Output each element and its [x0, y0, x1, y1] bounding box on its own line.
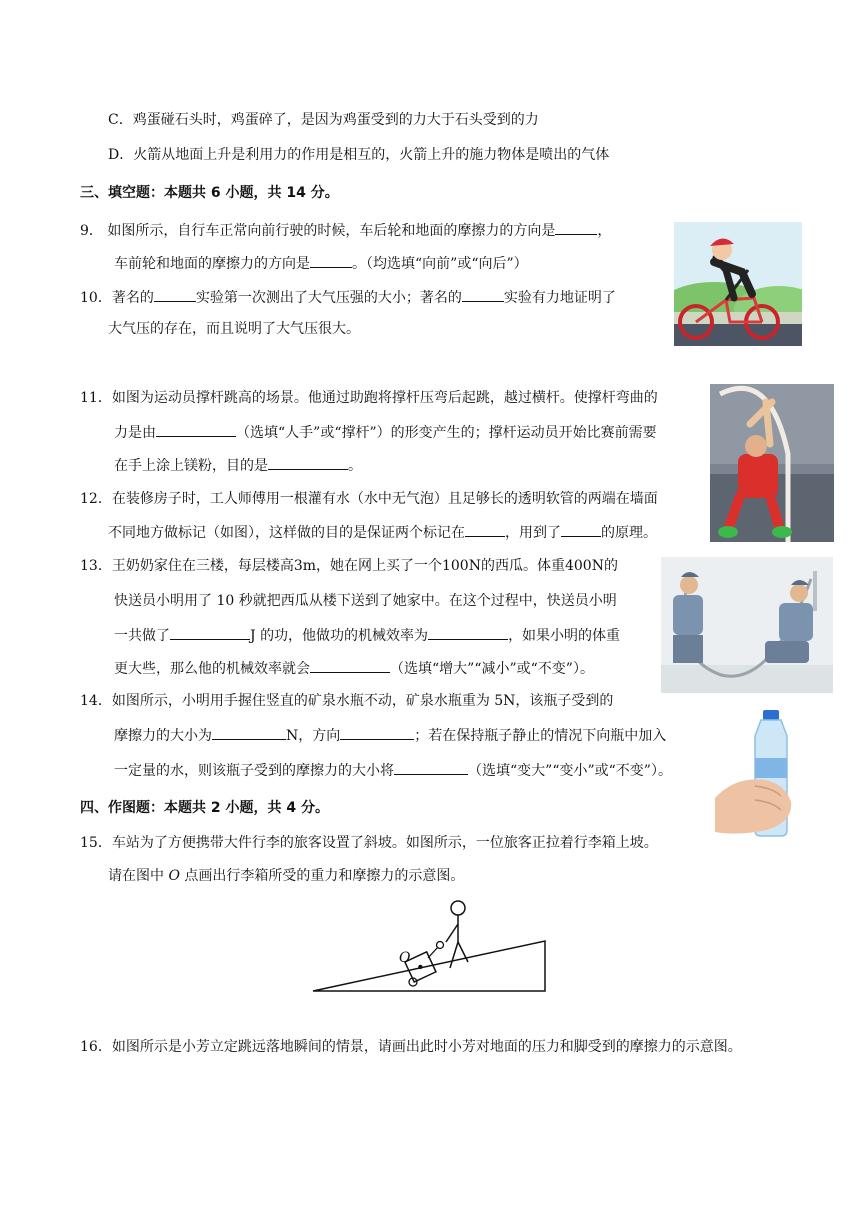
- q15-text-a: 请在图中: [108, 868, 169, 884]
- q14-text-e: （选填“变大”“变小”或“不变”）。: [468, 763, 672, 779]
- q13-blank-1[interactable]: [170, 624, 250, 640]
- q9-text-a: 9． 如图所示，自行车正常向前行驶的时候，车后轮和地面的摩擦力的方向是: [80, 223, 556, 239]
- q12-blank-1[interactable]: [465, 521, 505, 537]
- incline-plane: [313, 941, 545, 991]
- question-12-line-1: 12．在装修房子时，工人师傅用一根灌有水（水中无气泡）且足够长的透明软管的两端在墙面: [80, 491, 658, 507]
- q11-blank-1[interactable]: [156, 421, 236, 437]
- question-14-line-3: [114, 759, 672, 781]
- q13-text-c: ，如果小明的体重: [508, 628, 621, 644]
- q12-text-a: 不同地方做标记（如图），这样做的目的是保证两个标记在: [108, 525, 465, 541]
- section-heading-drawing: 四、作图题：本题共 2 小题，共 4 分。: [80, 800, 329, 816]
- workers-hose-illustration: [661, 557, 833, 693]
- question-10-line-2: 大气压的存在，而且说明了大气压很大。: [108, 321, 360, 337]
- pole-vault-photo: [710, 384, 834, 542]
- q14-text-a: 摩擦力的大小为: [114, 728, 212, 744]
- q11-text-c: 在手上涂上镁粉，目的是: [114, 458, 268, 474]
- bicycle-illustration: [674, 222, 802, 346]
- q9-blank-1[interactable]: [555, 219, 597, 235]
- question-11-line-1: 11．如图为运动员撑杆跳高的场景。他通过助跑将撑杆压弯后起跳，越过横杆。使撑杆弯曲的: [80, 390, 658, 406]
- person-head: [451, 901, 465, 915]
- q13-text-e: （选填“增大”“减小”或“不变”）。: [390, 661, 594, 677]
- q9-blank-2[interactable]: [310, 252, 352, 268]
- option-c: C．鸡蛋碰石头时，鸡蛋碎了，是因为鸡蛋受到的力大于石头受到的力: [108, 112, 539, 128]
- q14-blank-2[interactable]: [340, 724, 414, 740]
- q10-text-b: 实验第一次测出了大气压强的大小；著名的: [195, 290, 462, 306]
- question-15-line-2: [108, 866, 464, 886]
- question-13-line-3: [114, 624, 620, 646]
- q9-text-d: 。（均选填“向前”或“向后”）: [352, 256, 528, 272]
- question-15-line-1: 15．车站为了方便携带大件行李的旅客设置了斜坡。如图所示，一位旅客正拉着行李箱上坡。: [80, 835, 658, 851]
- q14-text-c: ；若在保持瓶子静止的情况下向瓶中加入: [414, 728, 667, 744]
- q14-blank-1[interactable]: [212, 724, 286, 740]
- question-11-line-3: [114, 454, 362, 476]
- bottle-in-hand-photo: [715, 706, 797, 842]
- q13-blank-3[interactable]: [310, 657, 390, 673]
- q15-point-o: O: [168, 868, 180, 884]
- question-16: 16．如图所示是小芳立定跳远落地瞬间的情景，请画出此时小芳对地面的压力和脚受到的摩擦力的示意图。: [80, 1039, 742, 1055]
- q11-text-b: （选填“人手”或“撑杆”）的形变产生的；撑杆运动员开始比赛前需要: [236, 425, 657, 441]
- question-11-line-2: [114, 421, 657, 443]
- q13-text-b: J 的功，他做功的机械效率为: [250, 628, 429, 644]
- q10-blank-2[interactable]: [462, 286, 504, 302]
- question-14-line-2: [114, 724, 666, 746]
- q14-text-b: N，方向: [286, 728, 341, 744]
- q13-text-a: 一共做了: [114, 628, 170, 644]
- section-heading-fill-blank: 三、填空题：本题共 6 小题，共 14 分。: [80, 185, 339, 201]
- q13-blank-2[interactable]: [428, 624, 508, 640]
- q12-text-b: ，用到了: [505, 525, 561, 541]
- question-9-line-1: [80, 219, 611, 241]
- question-13-line-2: 快送员小明用了 10 秒就把西瓜从楼下送到了她家中。在这个过程中，快送员小明: [114, 593, 617, 609]
- q12-text-c: 的原理。: [601, 525, 657, 541]
- q9-text-b: ，: [597, 223, 612, 239]
- q10-text-a: 10．著名的: [80, 290, 154, 306]
- question-9-line-2: [114, 252, 528, 274]
- q12-blank-2[interactable]: [561, 521, 601, 537]
- q10-text-c: 实验有力地证明了: [503, 290, 616, 306]
- slope-luggage-diagram: [300, 896, 560, 996]
- q11-text-a: 力是由: [114, 425, 156, 441]
- question-14-line-1: 14．如图所示，小明用手握住竖直的矿泉水瓶不动，矿泉水瓶重为 5N，该瓶子受到的: [80, 693, 614, 709]
- question-12-line-2: [108, 521, 657, 543]
- point-o-label: O: [399, 950, 411, 966]
- option-d: D．火箭从地面上升是利用力的作用是相互的，火箭上升的施力物体是喷出的气体: [108, 147, 610, 163]
- q13-text-d: 更大些，那么他的机械效率就会: [114, 661, 310, 677]
- q15-text-b: 点画出行李箱所受的重力和摩擦力的示意图。: [179, 868, 465, 884]
- q10-blank-1[interactable]: [154, 286, 196, 302]
- q11-blank-2[interactable]: [268, 454, 348, 470]
- question-13-line-4: [114, 657, 594, 679]
- q11-text-d: 。: [348, 458, 362, 474]
- q14-blank-3[interactable]: [394, 759, 468, 775]
- question-10-line-1: [80, 286, 616, 308]
- q9-text-c: 车前轮和地面的摩擦力的方向是: [114, 256, 310, 272]
- q14-text-d: 一定量的水，则该瓶子受到的摩擦力的大小将: [114, 763, 394, 779]
- question-13-line-1: 13．王奶奶家住在三楼，每层楼高3m，她在网上买了一个100N的西瓜。体重400N的: [80, 558, 618, 574]
